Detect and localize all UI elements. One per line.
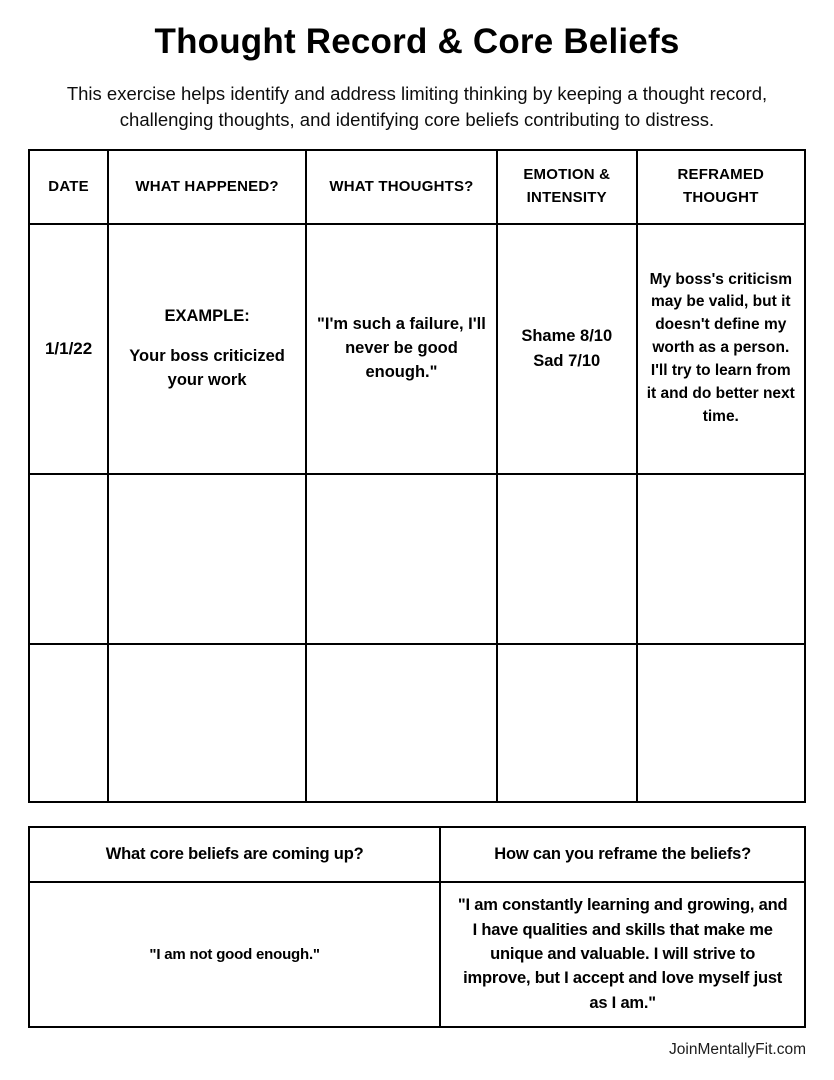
- blank-entry-row: [29, 474, 805, 644]
- header-cell-date: DATE: [29, 150, 108, 224]
- blank-what-happened-cell: [108, 644, 306, 802]
- blank-reframed-thought-cell: [637, 644, 805, 802]
- footer-website-text: JoinMentallyFit.com: [669, 1040, 806, 1058]
- blank-what-happened-cell: [108, 474, 306, 644]
- blank-date-cell: [29, 644, 108, 802]
- core-beliefs-row: [29, 882, 805, 1027]
- header-cell-what-thoughts: WHAT THOUGHTS?: [306, 150, 497, 224]
- thought-record-header-row: [29, 150, 805, 224]
- reframed-belief-cell: "I am constantly learning and growing, and I have qualities and skills that make me unique and valuable. I will strive to improve, but I accept and love myself just as I am.": [440, 882, 805, 1027]
- core-beliefs-table: [28, 826, 806, 1028]
- what-happened-text: Your boss criticized your work: [129, 346, 285, 389]
- page-title: Thought Record & Core Beliefs: [154, 22, 680, 61]
- core-belief-cell: "I am not good enough.": [29, 882, 440, 1027]
- header-cell-reframe-beliefs: How can you reframe the beliefs?: [440, 827, 805, 882]
- header-cell-emotion-intensity: EMOTION & INTENSITY: [497, 150, 637, 224]
- thought-record-table: [28, 149, 806, 803]
- blank-what-thoughts-cell: [306, 644, 497, 802]
- reframed-thought-cell: My boss's criticism may be valid, but it doesn't define my worth as a person. I'll try to learn from it and do better next time.: [637, 224, 805, 474]
- page-description: This exercise helps identify and address limiting thinking by keeping a thought record, challenging thoughts, and identifying core beliefs contributing to distress.: [66, 83, 768, 130]
- emotion-line-1: Shame 8/10: [521, 327, 613, 346]
- header-cell-what-happened: WHAT HAPPENED?: [108, 150, 306, 224]
- header-cell-core-beliefs: What core beliefs are coming up?: [29, 827, 440, 882]
- date-cell: 1/1/22: [29, 224, 108, 474]
- header-cell-reframed-thought: REFRAMED THOUGHT: [637, 150, 805, 224]
- blank-emotion-intensity-cell: [497, 474, 637, 644]
- blank-what-thoughts-cell: [306, 474, 497, 644]
- blank-date-cell: [29, 474, 108, 644]
- blank-entry-row: [29, 644, 805, 802]
- what-happened-cell: [108, 224, 306, 474]
- example-label: EXAMPLE:: [164, 306, 250, 325]
- core-beliefs-header-row: [29, 827, 805, 882]
- example-row: [29, 224, 805, 474]
- emotion-line-2: Sad 7/10: [533, 351, 601, 370]
- blank-emotion-intensity-cell: [497, 644, 637, 802]
- what-thoughts-cell: "I'm such a failure, I'll never be good enough.": [306, 224, 497, 474]
- blank-reframed-thought-cell: [637, 474, 805, 644]
- emotion-intensity-cell: [497, 224, 637, 474]
